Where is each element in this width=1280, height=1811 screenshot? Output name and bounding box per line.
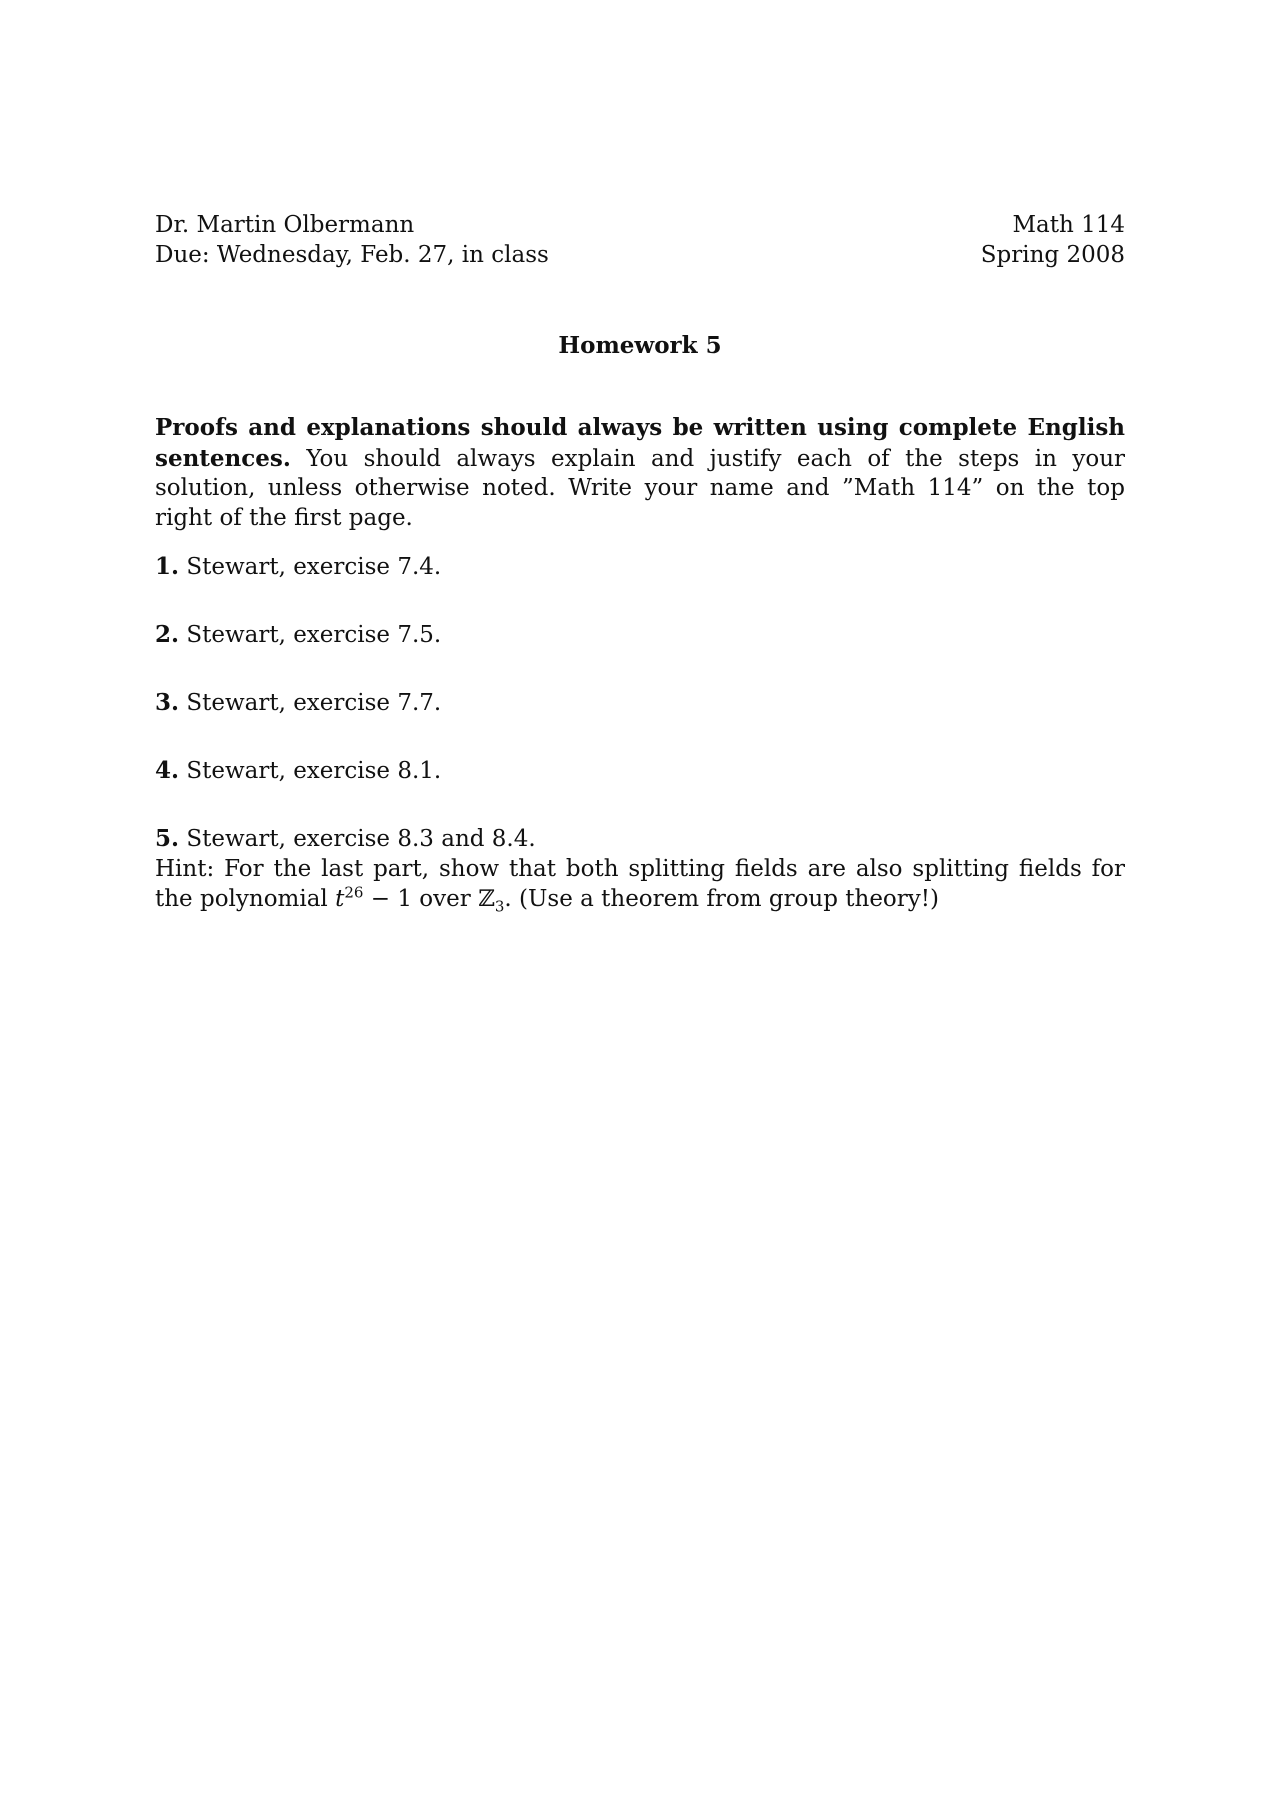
- header-left: [155, 210, 549, 270]
- problem-3: [155, 688, 1125, 718]
- hint-suffix: . (Use a theorem from group theory!): [504, 886, 939, 912]
- hint-subscript: 3: [494, 897, 505, 916]
- problem-number: 3.: [155, 689, 180, 716]
- problem-text: Stewart, exercise 8.1.: [186, 758, 442, 784]
- problem-1: [155, 552, 1125, 582]
- page-title: Homework 5: [558, 332, 722, 359]
- intro-paragraph: [155, 413, 1125, 533]
- intro-normal-text: You should always explain and justify each of the steps in your solution, unless otherwise noted. Write your name and ”Math 114” on the top right of the first page.: [155, 445, 1126, 531]
- hint-variable: t: [335, 886, 345, 912]
- problem-4: [155, 756, 1125, 786]
- problem-text: Stewart, exercise 7.7.: [186, 690, 442, 716]
- problem-number: 4.: [155, 757, 180, 784]
- problem-5-line: [155, 824, 1125, 854]
- problem-number: 5.: [155, 825, 180, 852]
- hint-text: [155, 854, 1125, 914]
- problem-text: Stewart, exercise 8.3 and 8.4.: [186, 826, 536, 852]
- problem-text: Stewart, exercise 7.4.: [186, 554, 442, 580]
- problem-number: 1.: [155, 553, 180, 580]
- course-name: Math 114: [1012, 212, 1125, 238]
- problem-text: Stewart, exercise 7.5.: [186, 622, 442, 648]
- problem-number: 2.: [155, 621, 180, 648]
- hint-middle: − 1 over: [363, 886, 479, 912]
- problem-5: [155, 824, 1125, 914]
- hint-field: ℤ: [478, 886, 495, 912]
- term: Spring 2008: [980, 242, 1125, 268]
- problem-2: [155, 620, 1125, 650]
- header-right: [981, 210, 1125, 270]
- hint-prefix: Hint: For the last part, show that both splitting fields are also splitting fields for the polynomial: [155, 856, 1125, 912]
- due-date: Due: Wednesday, Feb. 27, in class: [155, 242, 549, 268]
- instructor-name: Dr. Martin Olbermann: [155, 212, 415, 238]
- hint-exponent: 26: [344, 883, 364, 902]
- intro-bold-text: Proofs and explanations should always be written using complete English sentences.: [155, 414, 1125, 472]
